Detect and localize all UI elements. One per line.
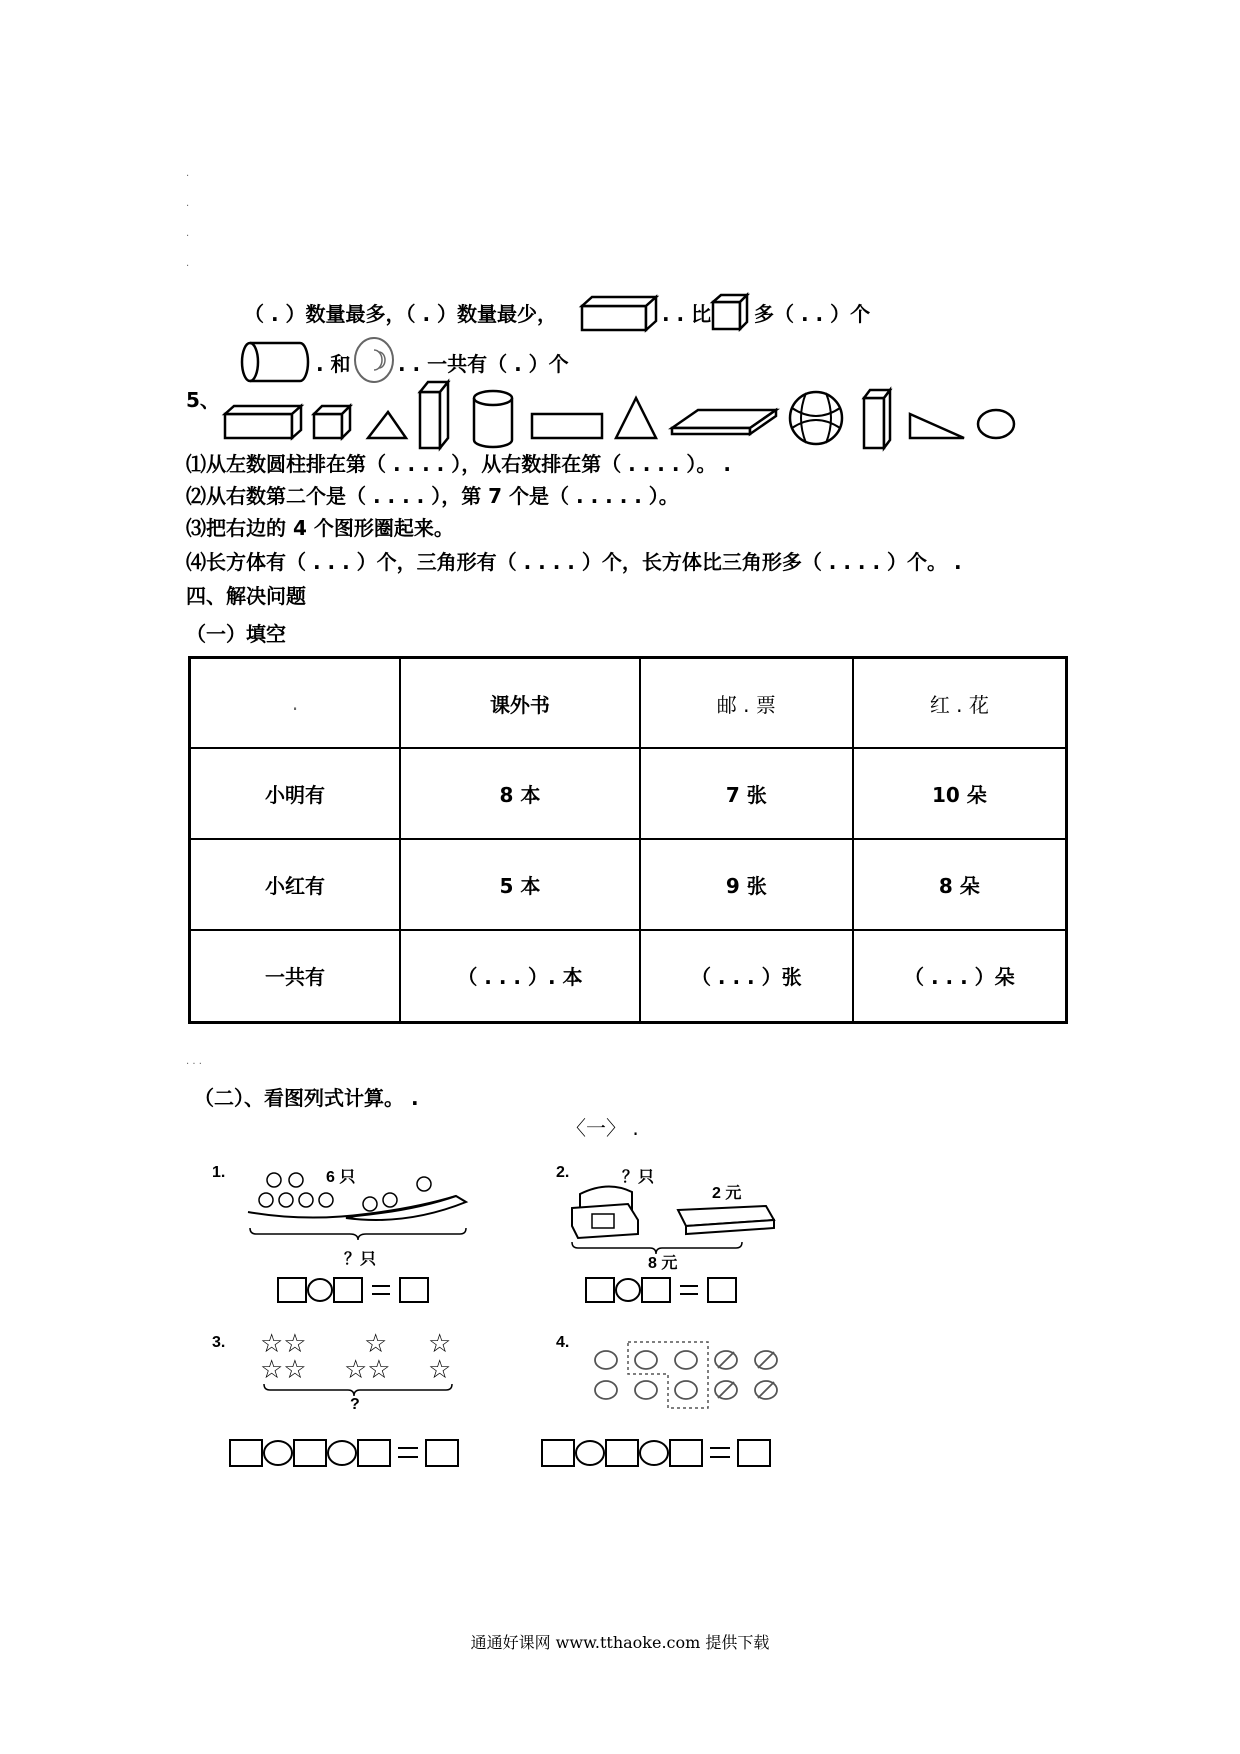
problem2-bottom-label: 8 元 <box>648 1255 678 1272</box>
dogs-boat-illustration <box>246 1166 470 1246</box>
margin-dot: . <box>186 228 190 239</box>
svg-text:☆: ☆ <box>364 1329 388 1359</box>
problem1-equation-boxes <box>276 1276 442 1306</box>
table-row <box>190 748 1067 839</box>
circles-illustration <box>590 1338 800 1412</box>
margin-dot: . <box>186 168 190 179</box>
table-cell: （ . . . ）. 本 <box>400 930 640 1023</box>
table-row <box>190 930 1067 1023</box>
svg-text:☆☆: ☆☆ <box>344 1355 391 1385</box>
ellipse-shape <box>978 410 1014 438</box>
stars-illustration <box>260 1328 460 1398</box>
q5-sub4: ⑷长方体有（ . . . ）个，三角形有（ . . . . ）个，长方体比三角形多（ . . . . ）个。 . <box>186 550 962 574</box>
tall-cuboid-shape <box>420 382 448 448</box>
problem4-number: 4. <box>556 1334 570 1351</box>
svg-text:☆☆: ☆☆ <box>260 1355 307 1385</box>
margin-dot: . <box>186 258 190 269</box>
q4-line2-text-a: . 和 <box>316 352 351 376</box>
table-cell: （ . . . ）朵 <box>853 930 1067 1023</box>
q5-shapes-row <box>220 378 1040 452</box>
problem1-number: 1. <box>212 1164 226 1181</box>
table-cell: 7 张 <box>640 748 853 839</box>
cuboid-shape <box>578 294 658 332</box>
table-header-cell: . <box>190 658 401 749</box>
table-cell: 8 朵 <box>853 839 1067 930</box>
problem2-price-label: 2 元 <box>712 1185 742 1202</box>
table-cell: （ . . . ）张 <box>640 930 853 1023</box>
q5-sub2: ⑵从右数第二个是（ . . . . ），第 7 个是（ . . . . . ）。 <box>186 484 679 508</box>
table-header-row <box>190 658 1067 749</box>
margin-dot: . <box>186 198 190 209</box>
q4-line1-text-a: （ . ）数量最多，（ . ）数量最少， <box>244 302 558 326</box>
problem1-bottom-label: ？只 <box>344 1251 377 1268</box>
small-triangle-shape <box>368 412 406 438</box>
q5-sub1: ⑴从左数圆柱排在第（ . . . . ），从右数排在第（ . . . . ）。 . <box>186 452 731 476</box>
table-cell: 一共有 <box>190 930 401 1023</box>
problem2-equation-boxes <box>584 1276 750 1306</box>
q5-number: 5、 <box>186 388 220 412</box>
svg-text:☆☆: ☆☆ <box>260 1329 307 1359</box>
big-triangle-shape <box>616 398 656 438</box>
table-header-cell: 红 . 花 <box>853 658 1067 749</box>
cube-shape <box>710 292 750 332</box>
margin-dot: . . . <box>186 1056 202 1067</box>
table-cell: 9 张 <box>640 839 853 930</box>
long-cuboid-shape <box>225 406 301 438</box>
flat-board-shape <box>672 410 776 434</box>
problem3-bottom-label: ? <box>350 1396 360 1413</box>
table-row <box>190 839 1067 930</box>
q4-line2-text-b: . . 一共有（ . ）个 <box>398 352 569 376</box>
section4-sub1: （一）填空 <box>186 622 286 646</box>
section4-sub2: （二）、看图列式计算。 . <box>194 1086 419 1110</box>
rectangle-shape <box>532 414 602 438</box>
table-header-cell: 课外书 <box>400 658 640 749</box>
q4-line1-text-c: 多（ . . ）个 <box>754 302 871 326</box>
problem4-equation-boxes <box>540 1436 800 1470</box>
problem2-number: 2. <box>556 1164 570 1181</box>
table-cell: 8 本 <box>400 748 640 839</box>
data-table <box>188 656 1068 1024</box>
cylinder-upright-shape <box>474 391 512 447</box>
problem3-number: 3. <box>212 1334 226 1351</box>
table-header-cell: 邮 . 票 <box>640 658 853 749</box>
problem1-top-label: 6 只 <box>326 1169 356 1186</box>
right-triangle-shape <box>910 414 964 438</box>
small-cube-shape <box>314 406 350 438</box>
section4-title: 四、解决问题 <box>186 584 306 608</box>
bag-and-pencilcase-illustration <box>568 1180 778 1250</box>
svg-text:☆: ☆ <box>428 1355 452 1385</box>
sphere-shape <box>352 336 396 384</box>
q5-sub3: ⑶把右边的 4 个图形圈起来。 <box>186 516 454 540</box>
problem3-equation-boxes <box>228 1436 488 1470</box>
narrow-cuboid-shape <box>864 390 890 448</box>
table-cell: 小红有 <box>190 839 401 930</box>
page-footer: 通通好课网 www.tthaoke.com 提供下载 <box>470 1633 770 1652</box>
table-cell: 小明有 <box>190 748 401 839</box>
group-label: 〈一〉 . <box>566 1116 639 1140</box>
table-cell: 5 本 <box>400 839 640 930</box>
svg-text:☆: ☆ <box>428 1329 452 1359</box>
q4-line1-text-b: . . 比 <box>662 302 712 326</box>
problem2-top-label: ？只 <box>622 1169 655 1186</box>
table-cell: 10 朵 <box>853 748 1067 839</box>
basketball-shape <box>790 392 842 444</box>
